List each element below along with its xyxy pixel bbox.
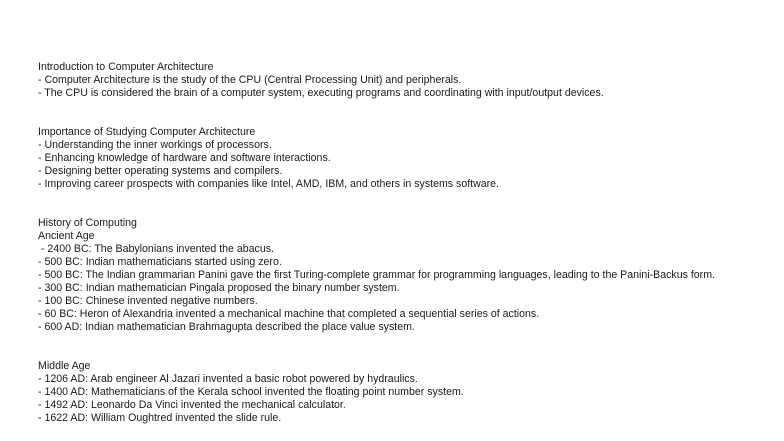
importance-item-4: - Improving career prospects with companies like Intel, AMD, IBM, and others in systems software. bbox=[38, 178, 500, 190]
middle-item-1: - 1206 AD: Arab engineer Al Jazari invented a basic robot powered by hydraulics. bbox=[38, 373, 418, 385]
importance-item-2: - Enhancing knowledge of hardware and software interactions. bbox=[38, 152, 331, 164]
middle-item-3: - 1492 AD: Leonardo Da Vinci invented the mechanical calculator. bbox=[38, 399, 346, 411]
ancient-age-heading: Ancient Age bbox=[38, 230, 95, 242]
ancient-item-1: - 2400 BC: The Babylonians invented the abacus. bbox=[38, 243, 274, 255]
history-heading: History of Computing bbox=[38, 217, 137, 229]
middle-item-4: - 1622 AD: William Oughtred invented the slide rule. bbox=[38, 412, 282, 424]
spacer bbox=[38, 334, 758, 360]
middle-age-heading: Middle Age bbox=[38, 360, 91, 372]
ancient-item-2: - 500 BC: Indian mathematicians started using zero. bbox=[38, 256, 282, 268]
history-section bbox=[38, 217, 758, 425]
ancient-item-3: - 500 BC: The Indian grammarian Panini gave the first Turing-complete grammar for programming languages, leading to the Panini-Backus form. bbox=[38, 269, 715, 281]
importance-item-1: - Understanding the inner workings of processors. bbox=[38, 139, 272, 151]
spacer bbox=[38, 100, 758, 126]
intro-heading: Introduction to Computer Architecture bbox=[38, 61, 214, 73]
middle-item-2: - 1400 AD: Mathematicians of the Kerala school invented the floating point number system. bbox=[38, 386, 464, 398]
intro-item-2: - The CPU is considered the brain of a computer system, executing programs and coordinating with input/output devices. bbox=[38, 87, 604, 99]
document-page bbox=[38, 61, 758, 425]
intro-section bbox=[38, 61, 758, 100]
ancient-item-5: - 100 BC: Chinese invented negative numbers. bbox=[38, 295, 258, 307]
importance-item-3: - Designing better operating systems and compilers. bbox=[38, 165, 283, 177]
spacer bbox=[38, 191, 758, 217]
ancient-item-6: - 60 BC: Heron of Alexandria invented a mechanical machine that completed a sequential series of actions. bbox=[38, 308, 540, 320]
intro-item-1: - Computer Architecture is the study of the CPU (Central Processing Unit) and peripherals. bbox=[38, 74, 462, 86]
importance-heading: Importance of Studying Computer Architecture bbox=[38, 126, 256, 138]
ancient-item-7: - 600 AD: Indian mathematician Brahmagupta described the place value system. bbox=[38, 321, 415, 333]
ancient-item-4: - 300 BC: Indian mathematician Pingala proposed the binary number system. bbox=[38, 282, 400, 294]
importance-section bbox=[38, 126, 758, 191]
